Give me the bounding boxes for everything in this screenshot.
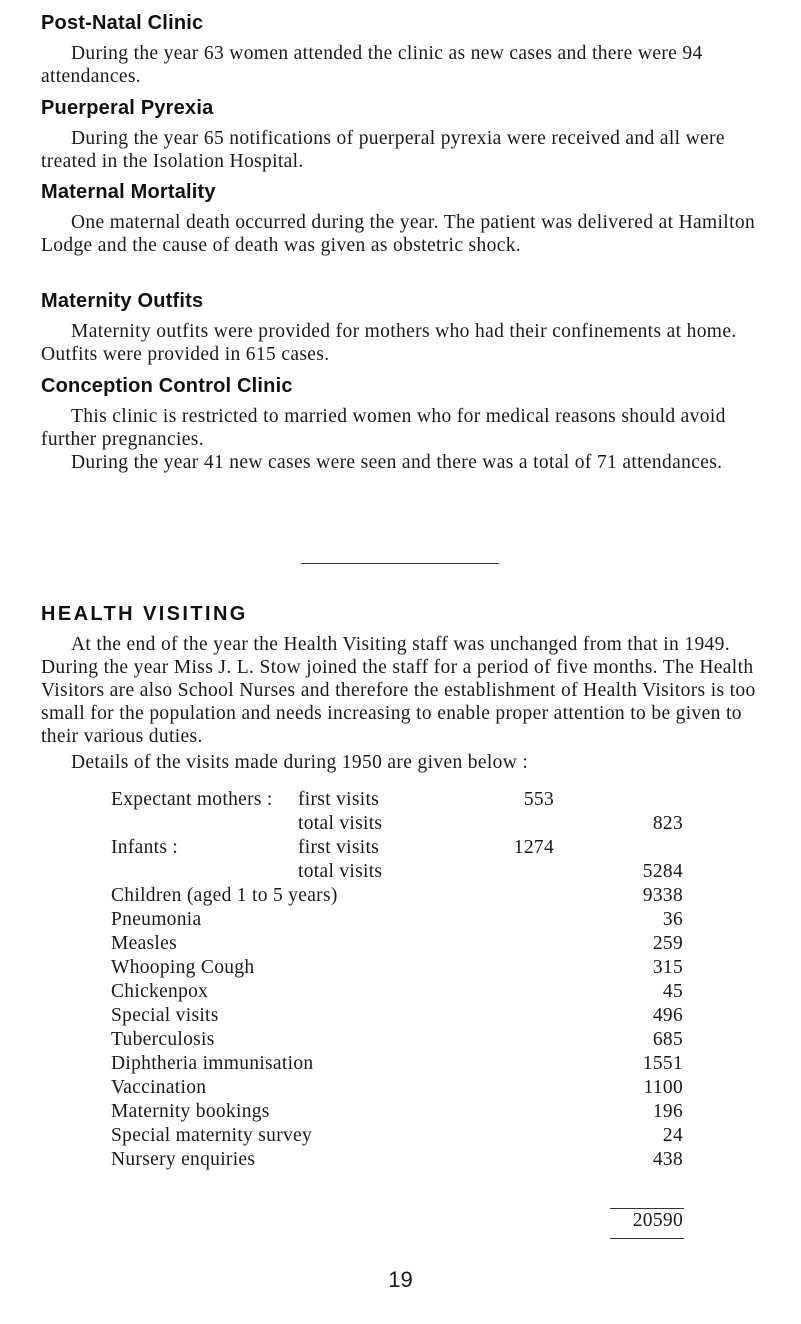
visits-row-label: Infants :: [111, 837, 179, 858]
visits-row-first-count: 553: [523, 789, 554, 810]
paragraph-conception-control-2: During the year 41 new cases were seen and there was a total of 71 attendances.: [71, 452, 723, 473]
visits-row-sublabel: total visits: [298, 813, 383, 834]
visits-row-label: Vaccination: [111, 1077, 207, 1098]
visits-row-label: Measles: [111, 933, 177, 954]
visits-row: [0, 909, 801, 933]
visits-row: [0, 933, 801, 957]
section-divider: [301, 563, 499, 564]
visits-row-sublabel: first visits: [298, 837, 380, 858]
paragraph-health-visiting: At the end of the year the Health Visiting staff was unchanged from that in 1949. During the year Miss J. L. Stow joined the staff for a period of five months. The Health Visitors are also School Nurses and therefore the establishment of Health Visitors is too small for the population and needs increasing to enable proper attention to be given to their various duties.: [41, 634, 756, 747]
visits-row: [0, 1005, 801, 1029]
visits-row-total-count: 9338: [642, 885, 683, 906]
visits-intro: Details of the visits made during 1950 are given below :: [71, 752, 529, 773]
visits-row: [0, 1101, 801, 1125]
visits-row-label: Chickenpox: [111, 981, 209, 1002]
paragraph-maternal-mortality: One maternal death occurred during the year. The patient was delivered at Hamilton Lodge and the cause of death was given as obstetric shock.: [41, 212, 756, 256]
visits-row: [0, 885, 801, 909]
visits-row-total-count: 1100: [643, 1077, 683, 1098]
visits-row-total-count: 823: [652, 813, 683, 834]
visits-row-label: Expectant mothers :: [111, 789, 273, 810]
visits-total: 20590: [632, 1210, 683, 1231]
visits-row: [0, 1149, 801, 1173]
visits-row-total-count: 259: [652, 933, 683, 954]
visits-row-label: Whooping Cough: [111, 957, 255, 978]
visits-row: [0, 861, 801, 885]
visits-row-label: Diphtheria immunisation: [111, 1053, 314, 1074]
visits-row-total-count: 496: [652, 1005, 683, 1026]
visits-row-total-count: 315: [652, 957, 683, 978]
heading-health-visiting: HEALTH VISITING: [41, 603, 248, 625]
visits-row: [0, 1029, 801, 1053]
heading-maternity-outfits: Maternity Outfits: [41, 290, 204, 312]
total-rule-bottom: [610, 1238, 684, 1239]
visits-row: [0, 837, 801, 861]
paragraph-puerperal-pyrexia: During the year 65 notifications of puerperal pyrexia were received and all were treated in the Isolation Hospital.: [41, 128, 725, 172]
visits-row-total-count: 685: [652, 1029, 683, 1050]
visits-row: [0, 789, 801, 813]
visits-row-total-count: 36: [662, 909, 683, 930]
visits-row-total-count: 196: [652, 1101, 683, 1122]
visits-row-first-count: 1274: [513, 837, 554, 858]
visits-row: [0, 1053, 801, 1077]
visits-row-total-count: 45: [662, 981, 683, 1002]
visits-row-label: Children (aged 1 to 5 years): [111, 885, 338, 906]
visits-row: [0, 981, 801, 1005]
visits-row-label: Maternity bookings: [111, 1101, 270, 1122]
visits-row-label: Nursery enquiries: [111, 1149, 256, 1170]
visits-row-label: Special visits: [111, 1005, 219, 1026]
paragraph-conception-control-1: This clinic is restricted to married women who for medical reasons should avoid further pregnancies.: [41, 406, 726, 450]
visits-row: [0, 813, 801, 837]
visits-row: [0, 957, 801, 981]
visits-row-sublabel: first visits: [298, 789, 380, 810]
visits-row: [0, 1125, 801, 1149]
heading-conception-control-clinic: Conception Control Clinic: [41, 375, 293, 397]
visits-row-total-count: 1551: [642, 1053, 683, 1074]
visits-row: [0, 1077, 801, 1101]
heading-maternal-mortality: Maternal Mortality: [41, 181, 216, 203]
page-number: 19: [388, 1267, 413, 1292]
total-rule-top: [610, 1208, 684, 1209]
visits-row-label: Special maternity survey: [111, 1125, 313, 1146]
visits-row-sublabel: total visits: [298, 861, 383, 882]
paragraph-post-natal-clinic: During the year 63 women attended the clinic as new cases and there were 94 attendances.: [41, 43, 703, 87]
paragraph-maternity-outfits: Maternity outfits were provided for mothers who had their confinements at home. Outfits were provided in 615 cases.: [41, 321, 737, 365]
visits-row-total-count: 438: [652, 1149, 683, 1170]
visits-row-label: Pneumonia: [111, 909, 202, 930]
heading-post-natal-clinic: Post-Natal Clinic: [41, 12, 204, 34]
heading-puerperal-pyrexia: Puerperal Pyrexia: [41, 97, 214, 119]
visits-row-total-count: 5284: [642, 861, 683, 882]
visits-row-label: Tuberculosis: [111, 1029, 215, 1050]
visits-row-total-count: 24: [662, 1125, 683, 1146]
